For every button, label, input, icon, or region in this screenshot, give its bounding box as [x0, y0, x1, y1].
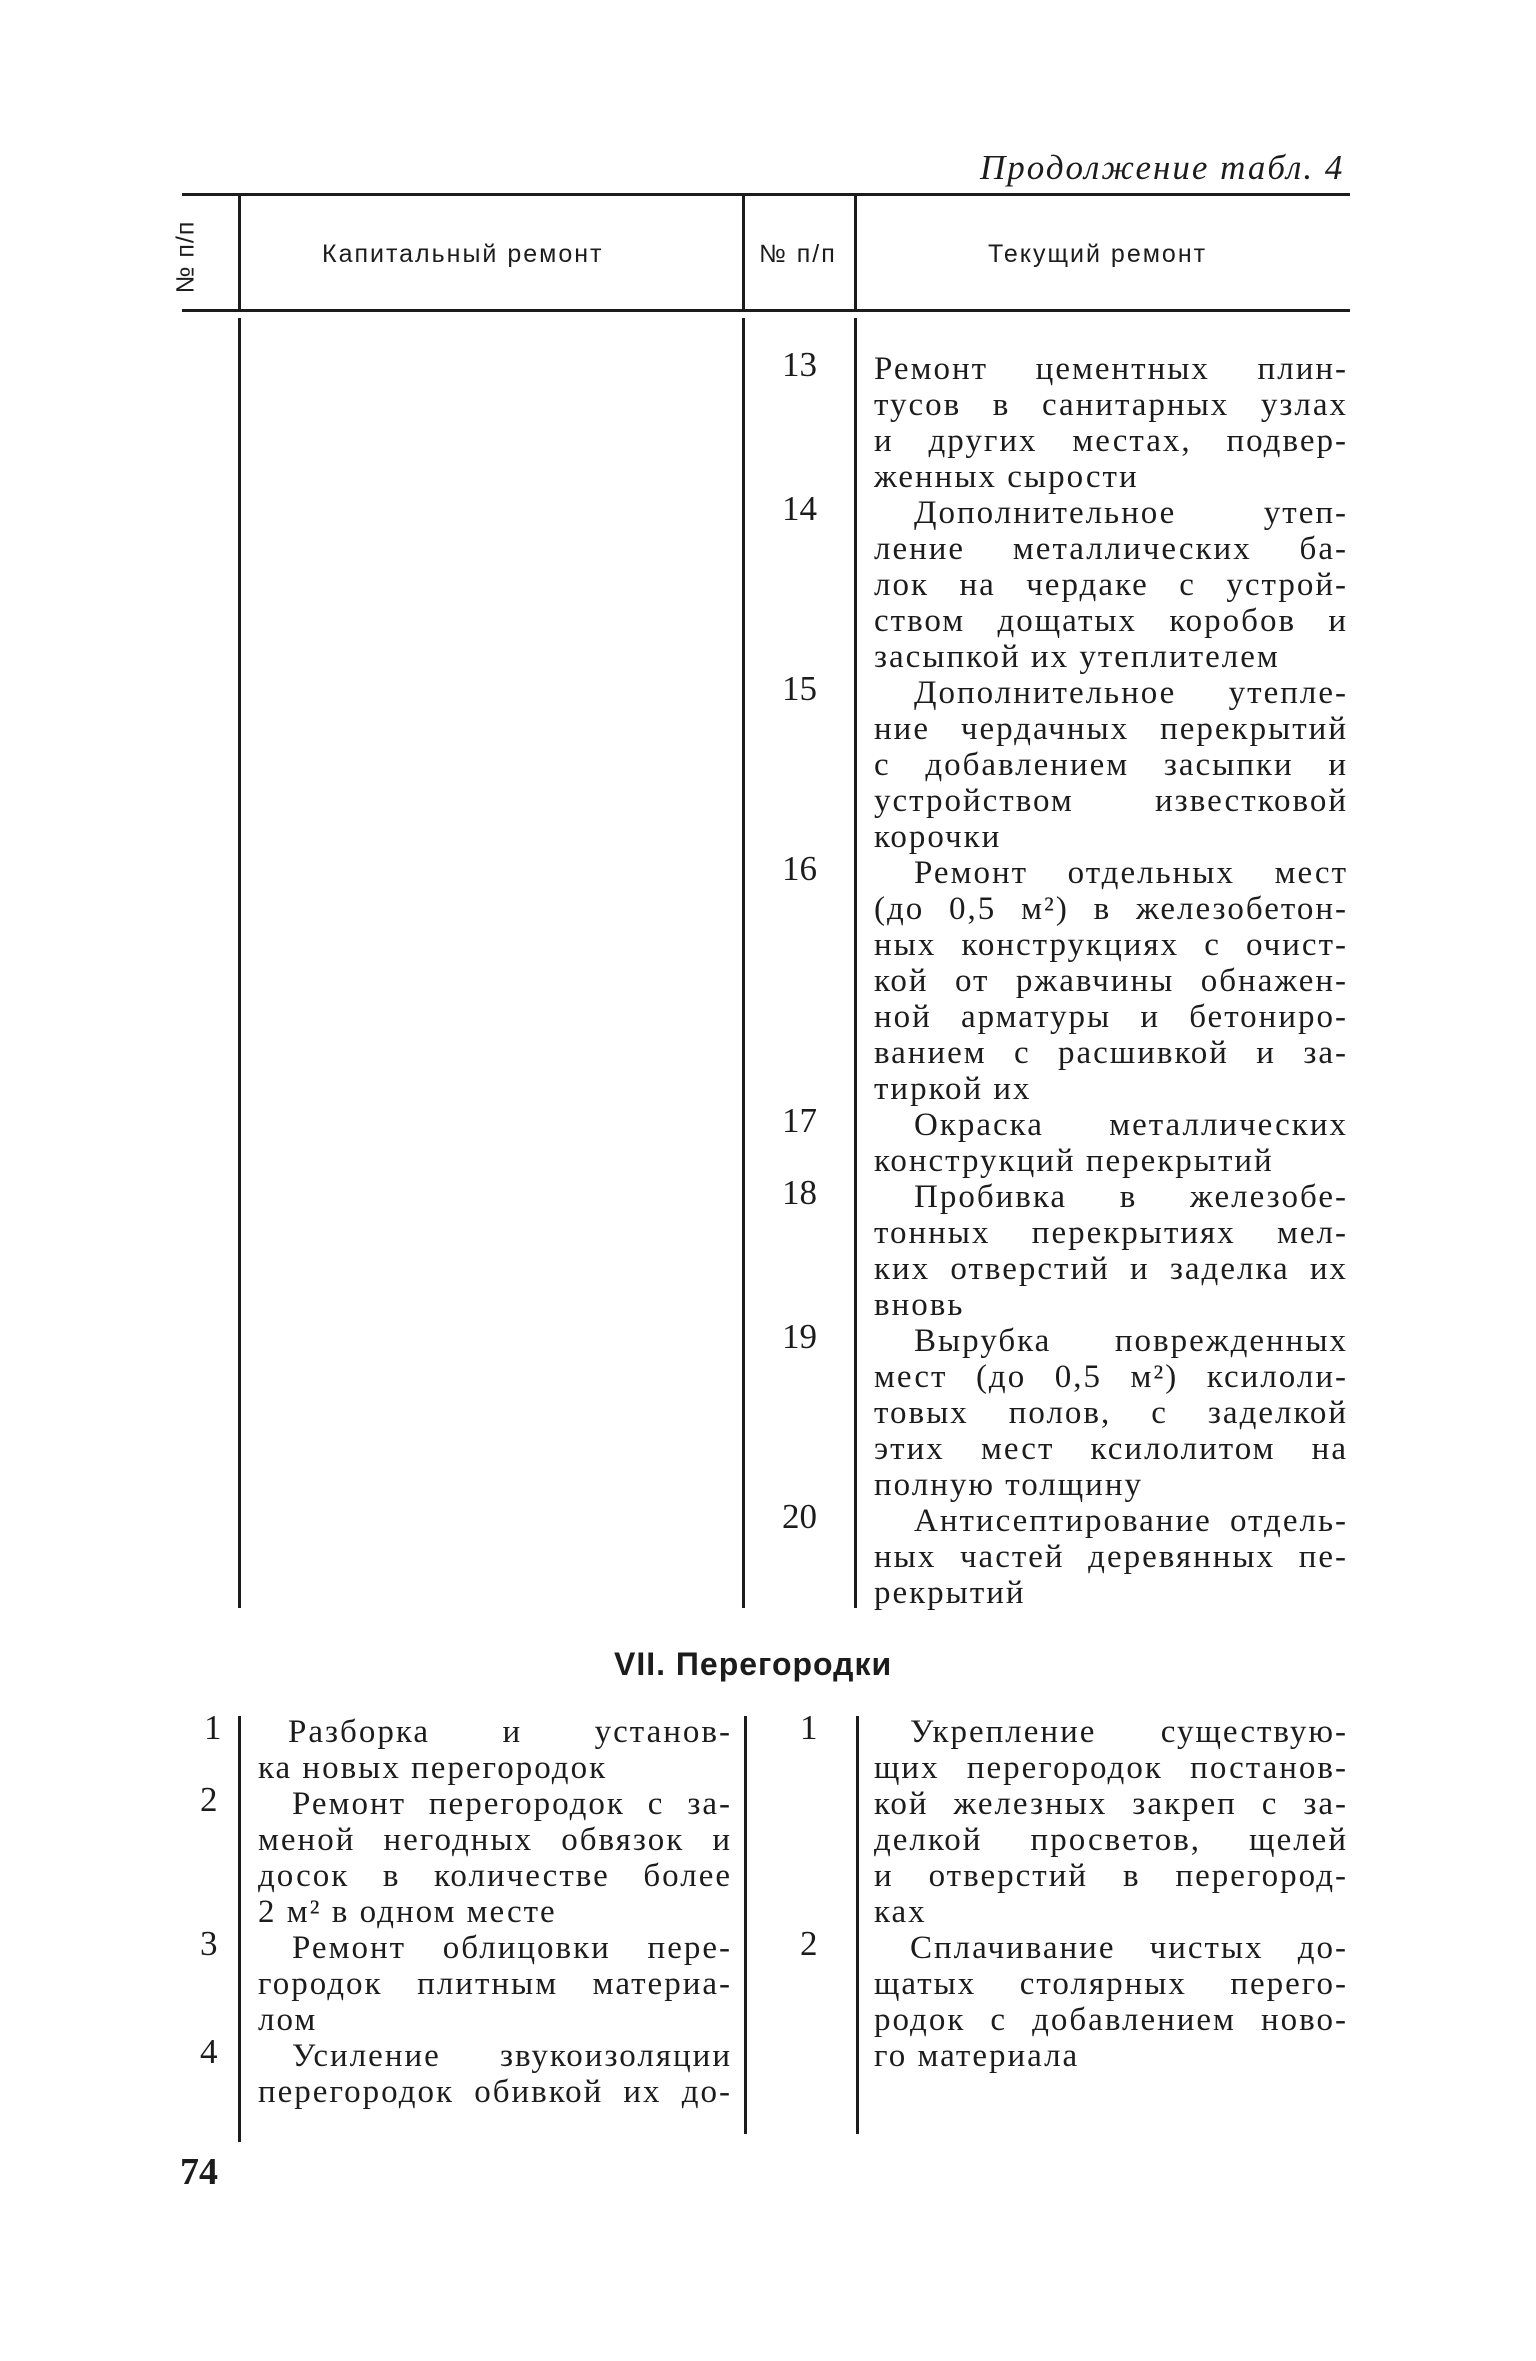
header-divider-2	[742, 196, 745, 309]
section-current-description: Укрепление существую- щих перегородок постанов- кой железных закреп с за- делкой просветов, щелей и отверстий в перегород- ках	[874, 1714, 1348, 1930]
section-divider-2	[744, 1716, 747, 2134]
row-number: 20	[782, 1497, 817, 1536]
header-current-repair: Текущий ремонт	[988, 240, 1208, 268]
section-current-description: Сплачивание чистых до- щатых столярных перего- родок с добавлением ново- го материала	[874, 1930, 1348, 2074]
row-description: Окраска металлических конструкций перекрытий	[874, 1107, 1348, 1179]
row-number: 13	[782, 345, 817, 384]
section-capital-number: 2	[200, 1780, 218, 1819]
row-number: 19	[782, 1317, 817, 1356]
row-number: 14	[782, 489, 817, 528]
row-description: Ремонт цементных плин- тусов в санитарных узлах и других местах, подвер- женных сырости	[874, 351, 1348, 495]
header-divider-3	[854, 196, 857, 309]
row-description: Ремонт отдельных мест (до 0,5 м²) в железобетон- ных конструкциях с очист- кой от ржавчины обнажен- ной арматуры и бетониро- ванием с расшивкой и за- тиркой их	[874, 855, 1348, 1107]
section-divider-3	[856, 1716, 859, 2134]
row-number: 16	[782, 849, 817, 888]
body-divider-1	[238, 318, 241, 1608]
page-number: 74	[180, 2151, 218, 2193]
section-current-number: 2	[800, 1924, 818, 1963]
header-bottom-rule	[182, 309, 1350, 312]
row-number: 17	[782, 1101, 817, 1140]
section-capital-description: Усиление звукоизоляции перегородок обивкой их до-	[258, 2038, 732, 2110]
body-divider-3	[854, 318, 857, 1608]
section-heading: VII. Перегородки	[614, 1646, 893, 1682]
section-divider-1	[238, 1716, 241, 2142]
row-description: Дополнительное утепле- ние чердачных перекрытий с добавлением засыпки и устройством известковой корочки	[874, 675, 1348, 855]
section-capital-description: Разборка и установ- ка новых перегородок	[258, 1714, 732, 1786]
header-num-right: № п/п	[759, 240, 837, 268]
section-current-number: 1	[800, 1708, 818, 1747]
section-capital-description: Ремонт перегородок с за- меной негодных обвязок и досок в количестве более 2 м² в одном месте	[258, 1786, 732, 1930]
section-capital-number: 4	[200, 2032, 218, 2071]
row-description: Дополнительное утеп- ление металлических ба- лок на чердаке с устрой- ством дощатых коробов и засыпкой их утеплителем	[874, 495, 1348, 675]
row-description: Пробивка в железобе- тонных перекрытиях мел- ких отверстий и заделка их вновь	[874, 1179, 1348, 1323]
row-description: Антисептирование отдель- ных частей деревянных пе- рекрытий	[874, 1503, 1348, 1611]
header-num-left: № п/п	[171, 220, 200, 294]
header-capital-repair: Капитальный ремонт	[322, 240, 604, 268]
section-capital-number: 3	[200, 1924, 218, 1963]
header-divider-1	[238, 196, 241, 309]
row-number: 18	[782, 1173, 817, 1212]
row-number: 15	[782, 669, 817, 708]
table-caption: Продолжение табл. 4	[980, 148, 1345, 187]
row-description: Вырубка поврежденных мест (до 0,5 м²) ксилоли- товых полов, с заделкой этих мест ксилолитом на полную толщину	[874, 1323, 1348, 1503]
section-capital-description: Ремонт облицовки пере- городок плитным материа- лом	[258, 1930, 732, 2038]
header-top-rule	[182, 193, 1350, 196]
section-capital-number: 1	[204, 1708, 222, 1747]
body-divider-2	[742, 318, 745, 1608]
